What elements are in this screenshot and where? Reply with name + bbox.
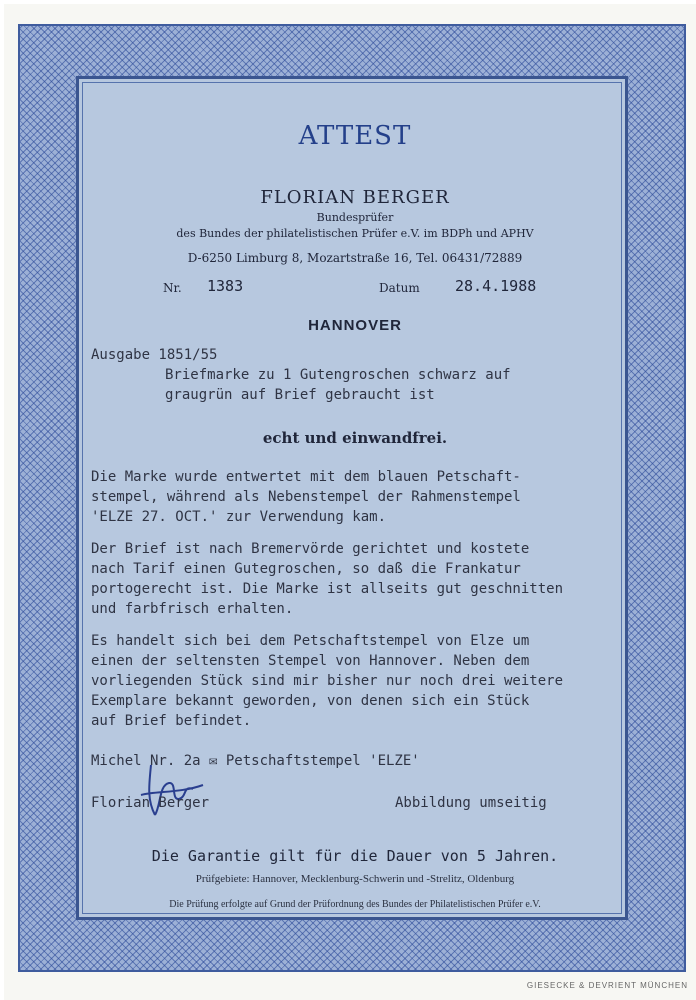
- para3-line: auf Brief befindet.: [91, 713, 252, 729]
- basis: Die Prüfung erfolgte auf Grund der Prüfordnung des Bundes der Philatelistischen Prüfer e.V.: [169, 899, 541, 910]
- para2-line: und farbfrisch erhalten.: [91, 601, 294, 617]
- para1-line: stempel, während als Nebenstempel der Rahmenstempel: [91, 489, 521, 505]
- verdict: echt und einwandfrei.: [262, 429, 448, 447]
- stamp-desc-2: graugrün auf Brief gebraucht ist: [165, 387, 435, 403]
- printer-mark: GIESECKE & DEVRIENT MÜNCHEN: [526, 981, 688, 990]
- number-value: 1383: [207, 277, 244, 295]
- para3-line: Es handelt sich bei dem Petschaftstempel von Elze um: [91, 633, 530, 649]
- para3-line: vorliegenden Stück sind mir bisher nur noch drei weitere: [91, 673, 564, 689]
- signature-scribble-icon: [121, 755, 211, 825]
- michel-line: Michel Nr. 2a ✉ Petschaftstempel 'ELZE': [91, 753, 420, 769]
- para2-line: nach Tarif einen Gutegroschen, so daß die Frankatur: [91, 561, 521, 577]
- certificate-title: ATTEST: [298, 121, 412, 151]
- guarantee: Die Garantie gilt für die Dauer von 5 Jahren.: [151, 847, 559, 865]
- expert-association: des Bundes der philatelistischen Prüfer e.V. im BDPh und APHV: [176, 227, 534, 240]
- certificate-panel: [76, 76, 628, 920]
- para1-line: 'ELZE 27. OCT.' zur Verwendung kam.: [91, 509, 387, 525]
- areas: Prüfgebiete: Hannover, Mecklenburg-Schwerin und -Strelitz, Oldenburg: [195, 873, 515, 885]
- date-value: 28.4.1988: [455, 277, 537, 295]
- para3-line: Exemplare bekannt geworden, von denen sich ein Stück: [91, 693, 530, 709]
- expert-name: FLORIAN BERGER: [260, 187, 450, 208]
- para2-line: portogerecht ist. Die Marke ist allseits gut geschnitten: [91, 581, 564, 597]
- date-label: Datum: [379, 281, 420, 295]
- issue-line: Ausgabe 1851/55: [91, 347, 218, 363]
- stamp-desc-1: Briefmarke zu 1 Gutengroschen schwarz auf: [165, 367, 511, 383]
- para2-line: Der Brief ist nach Bremervörde gerichtet und kostete: [91, 541, 530, 557]
- para1-line: Die Marke wurde entwertet mit dem blauen Petschaft-: [91, 469, 521, 485]
- para3-line: einen der seltensten Stempel von Hannover. Neben dem: [91, 653, 530, 669]
- image-note: Abbildung umseitig: [395, 795, 547, 811]
- number-label: Nr.: [163, 281, 182, 295]
- region-heading: HANNOVER: [308, 317, 402, 334]
- certificate-paper: [4, 4, 696, 1000]
- expert-address: D-6250 Limburg 8, Mozartstraße 16, Tel. 06431/72889: [187, 251, 523, 265]
- expert-role: Bundesprüfer: [316, 211, 394, 224]
- signature-name: Florian Berger: [91, 795, 210, 811]
